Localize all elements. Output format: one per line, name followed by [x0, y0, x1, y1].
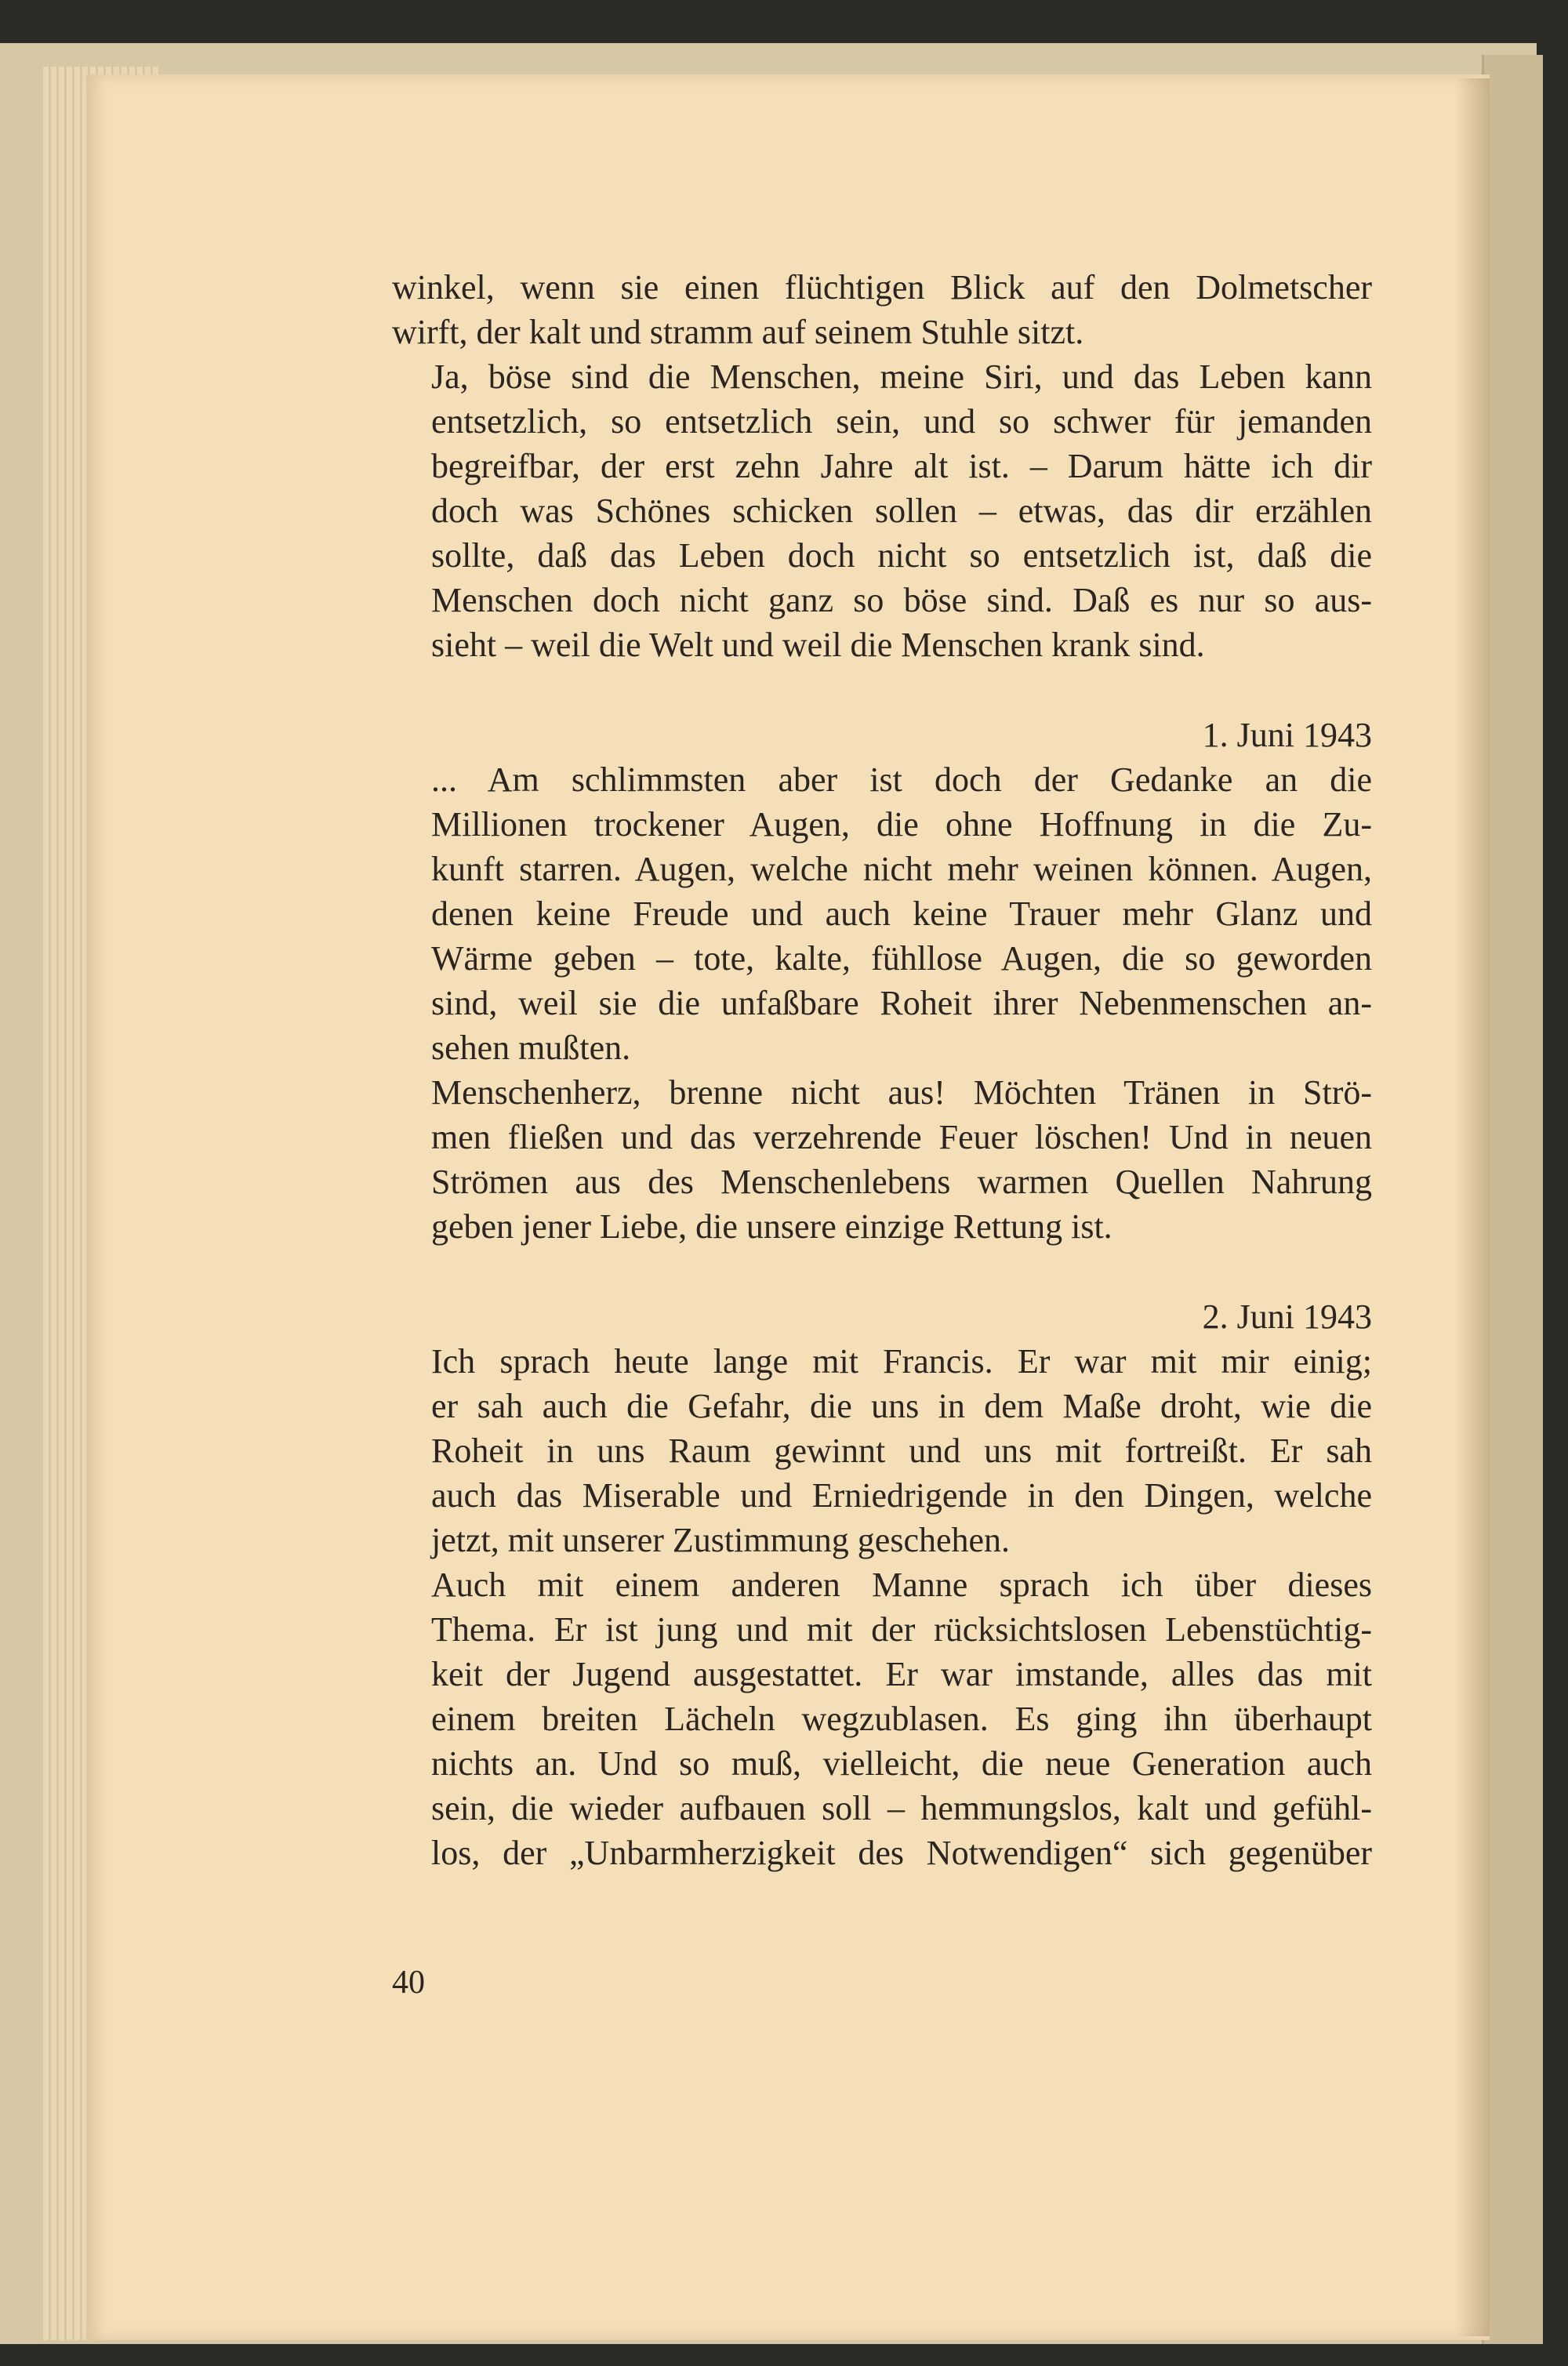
text-line: geben jener Liebe, die unsere einzige Rettung ist. — [431, 1207, 1112, 1246]
text-line: Auch mit einem anderen Manne sprach ich über dieses — [431, 1566, 1372, 1604]
text-line: winkel, wenn sie einen flüchtigen Blick auf den Dolmetscher — [392, 268, 1372, 307]
text-line: men fließen und das verzehrende Feuer löschen! Und in neuen — [431, 1118, 1372, 1156]
page-gutter — [1454, 78, 1490, 2336]
text-line: jetzt, mit unserer Zustimmung geschehen. — [431, 1521, 1011, 1559]
paragraph — [392, 1562, 1372, 1875]
text-line: doch was Schönes schicken sollen – etwas, das dir erzählen — [431, 492, 1372, 530]
text-line: einem breiten Lächeln wegzublasen. Es ging ihn überhaupt — [431, 1700, 1372, 1738]
page-number: 40 — [392, 1965, 425, 2001]
text-line: kunft starren. Augen, welche nicht mehr weinen können. Augen, — [431, 850, 1372, 888]
text-line: Roheit in uns Raum gewinnt und uns mit fortreißt. Er sah — [431, 1432, 1372, 1470]
text-line: keit der Jugend ausgestattet. Er war imstande, alles das mit — [431, 1655, 1372, 1693]
text-line: Wärme geben – tote, kalte, fühllose Augen, die so geworden — [431, 939, 1372, 978]
text-line: begreifbar, der erst zehn Jahre alt ist. – Darum hätte ich dir — [431, 447, 1372, 485]
entry-date: 2. Juni 1943 — [1202, 1297, 1372, 1336]
text-line: Strömen aus des Menschenlebens warmen Quellen Nahrung — [431, 1163, 1372, 1201]
text-line: sieht – weil die Welt und weil die Menschen krank sind. — [431, 626, 1205, 664]
text-line: sollte, daß das Leben doch nicht so entsetzlich ist, daß die — [431, 536, 1372, 575]
paragraph — [392, 265, 1372, 354]
text-line: Ich sprach heute lange mit Francis. Er war mit mir einig; — [431, 1342, 1372, 1381]
paragraph — [392, 1070, 1372, 1249]
text-line: Thema. Er ist jung und mit der rücksichtslosen Lebenstüchtig- — [431, 1610, 1372, 1649]
text-line: Menschen doch nicht ganz so böse sind. Daß es nur so aus- — [431, 581, 1372, 619]
text-line: nichts an. Und so muß, vielleicht, die neue Generation auch — [431, 1744, 1372, 1783]
text-line: los, der „Unbarmherzigkeit des Notwendigen“ sich gegenüber — [431, 1834, 1372, 1872]
text-line: sind, weil sie die unfaßbare Roheit ihrer Nebenmenschen an- — [431, 984, 1372, 1022]
entry-date: 1. Juni 1943 — [1202, 716, 1372, 754]
text-line: ... Am schlimmsten aber ist doch der Gedanke an die — [431, 760, 1372, 799]
paragraph — [392, 354, 1372, 667]
text-line: entsetzlich, so entsetzlich sein, und so schwer für jemanden — [431, 402, 1372, 441]
text-line: sehen mußten. — [431, 1029, 631, 1067]
text-line: auch das Miserable und Erniedrigende in den Dingen, welche — [431, 1476, 1372, 1515]
paragraph — [392, 1339, 1372, 1562]
text-line: Ja, böse sind die Menschen, meine Siri, und das Leben kann — [431, 357, 1372, 396]
book-cover-edge — [1482, 55, 1543, 2344]
text-line: wirft, der kalt und stramm auf seinem Stuhle sitzt. — [392, 313, 1084, 351]
text-line: er sah auch die Gefahr, die uns in dem Maße droht, wie die — [431, 1387, 1372, 1425]
text-line: Menschenherz, brenne nicht aus! Möchten Tränen in Strö- — [431, 1073, 1372, 1112]
text-line: Millionen trockener Augen, die ohne Hoffnung in die Zu- — [431, 805, 1372, 844]
page-body — [392, 265, 1372, 1875]
text-line: sein, die wieder aufbauen soll – hemmungslos, kalt und gefühl- — [431, 1789, 1372, 1827]
text-line: denen keine Freude und auch keine Trauer mehr Glanz und — [431, 895, 1372, 933]
paragraph — [392, 757, 1372, 1070]
